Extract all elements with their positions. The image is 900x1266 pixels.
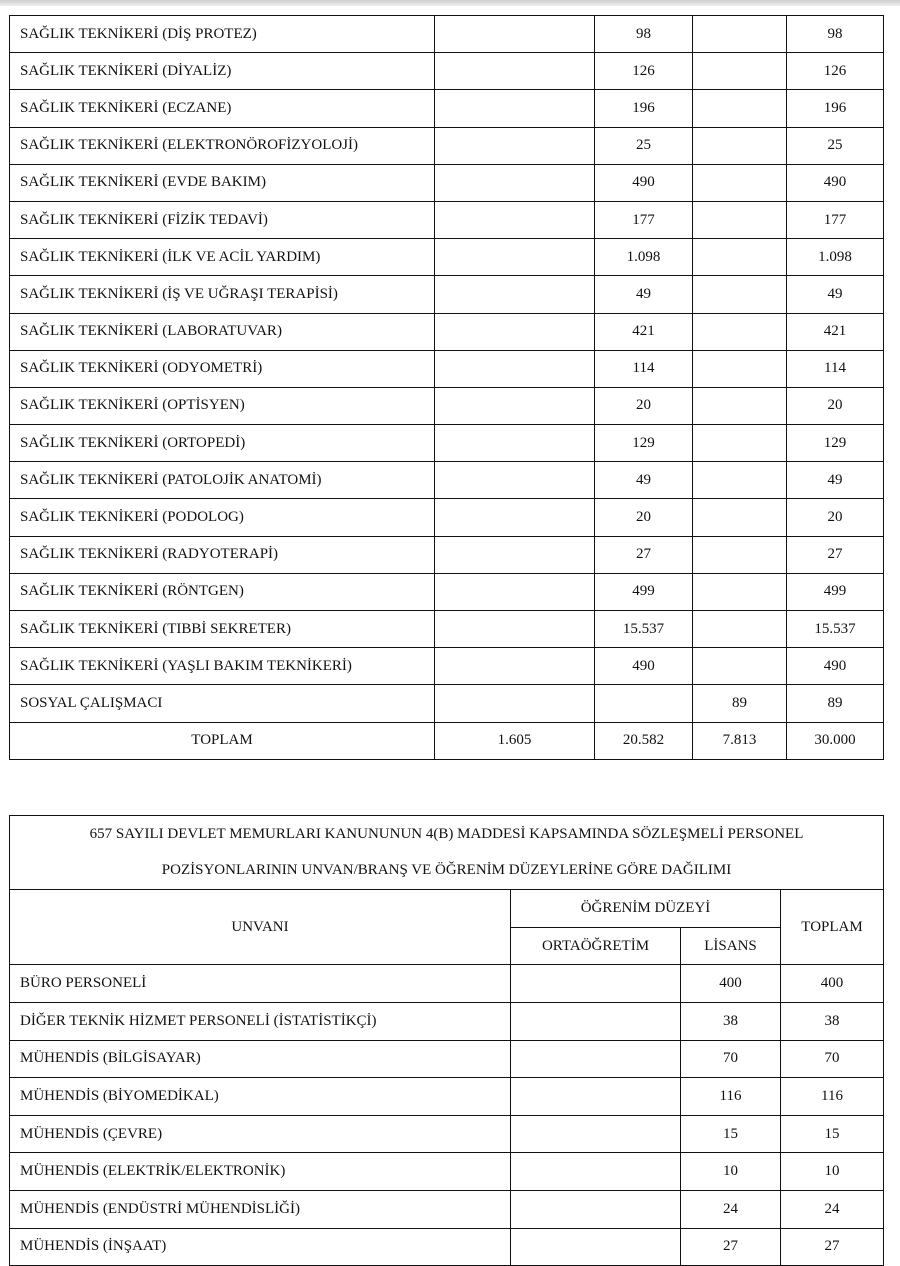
row-value-c2: 114	[595, 350, 693, 387]
row-value-c3	[693, 611, 787, 648]
table-row	[10, 201, 884, 238]
table-row	[10, 648, 884, 685]
header-unvan: UNVANI	[10, 890, 511, 965]
row-value-c4: 98	[787, 16, 884, 53]
row-title: MÜHENDİS (ELEKTRİK/ELEKTRONİK)	[10, 1153, 511, 1191]
row-value-lisans: 400	[681, 965, 781, 1003]
table-row	[10, 1040, 884, 1078]
total-value-c2: 20.582	[595, 722, 693, 759]
row-title: MÜHENDİS (BİLGİSAYAR)	[10, 1040, 511, 1078]
row-title: MÜHENDİS (ÇEVRE)	[10, 1115, 511, 1153]
row-title: SAĞLIK TEKNİKERİ (OPTİSYEN)	[10, 387, 435, 424]
row-value-c4: 89	[787, 685, 884, 722]
row-value-c4: 490	[787, 164, 884, 201]
row-value-c2: 421	[595, 313, 693, 350]
row-value-c4: 15.537	[787, 611, 884, 648]
table-row	[10, 90, 884, 127]
row-value-c4: 25	[787, 127, 884, 164]
row-value-lisans: 27	[681, 1228, 781, 1266]
table-row	[10, 276, 884, 313]
row-value-toplam: 10	[781, 1153, 884, 1191]
table-row	[10, 1078, 884, 1116]
row-value-c1	[435, 90, 595, 127]
table-row	[10, 1228, 884, 1266]
header-toplam: TOPLAM	[781, 890, 884, 965]
row-value-c2: 49	[595, 462, 693, 499]
row-value-c2: 129	[595, 425, 693, 462]
row-value-c3	[693, 573, 787, 610]
header-ortaogretim: ORTAÖĞRETİM	[511, 927, 681, 965]
table-row	[10, 499, 884, 536]
row-title: SAĞLIK TEKNİKERİ (TIBBİ SEKRETER)	[10, 611, 435, 648]
table-row	[10, 573, 884, 610]
row-title: SAĞLIK TEKNİKERİ (DİYALİZ)	[10, 53, 435, 90]
row-value-c4: 421	[787, 313, 884, 350]
table-row	[10, 313, 884, 350]
row-title: SAĞLIK TEKNİKERİ (EVDE BAKIM)	[10, 164, 435, 201]
row-value-c1	[435, 611, 595, 648]
row-title: SAĞLIK TEKNİKERİ (İŞ VE UĞRAŞI TERAPİSİ)	[10, 276, 435, 313]
row-value-ortaogretim	[511, 1190, 681, 1228]
positions-table-continued	[9, 15, 884, 760]
table-row	[10, 1115, 884, 1153]
row-value-lisans: 10	[681, 1153, 781, 1191]
row-value-c2: 196	[595, 90, 693, 127]
row-value-c2: 25	[595, 127, 693, 164]
row-value-c3	[693, 53, 787, 90]
table-row	[10, 1002, 884, 1040]
header-lisans: LİSANS	[681, 927, 781, 965]
row-value-c4: 27	[787, 536, 884, 573]
row-title: SOSYAL ÇALIŞMACI	[10, 685, 435, 722]
row-value-c4: 129	[787, 425, 884, 462]
row-value-lisans: 70	[681, 1040, 781, 1078]
row-value-c2: 49	[595, 276, 693, 313]
row-value-toplam: 70	[781, 1040, 884, 1078]
row-value-c1	[435, 53, 595, 90]
row-value-c3	[693, 239, 787, 276]
row-value-ortaogretim	[511, 1002, 681, 1040]
row-title: SAĞLIK TEKNİKERİ (ELEKTRONÖROFİZYOLOJİ)	[10, 127, 435, 164]
row-title: SAĞLIK TEKNİKERİ (İLK VE ACİL YARDIM)	[10, 239, 435, 276]
row-value-c3	[693, 127, 787, 164]
contract-staff-table	[9, 815, 884, 1266]
row-value-lisans: 15	[681, 1115, 781, 1153]
table-row	[10, 536, 884, 573]
total-row	[10, 722, 884, 759]
row-value-toplam: 38	[781, 1002, 884, 1040]
table-row	[10, 462, 884, 499]
table-row	[10, 611, 884, 648]
row-value-c4: 490	[787, 648, 884, 685]
row-value-c4: 1.098	[787, 239, 884, 276]
row-value-c2	[595, 685, 693, 722]
row-value-toplam: 27	[781, 1228, 884, 1266]
row-value-toplam: 116	[781, 1078, 884, 1116]
positions-table-body	[10, 16, 884, 760]
contract-staff-table-body	[10, 965, 884, 1266]
row-title: MÜHENDİS (ENDÜSTRİ MÜHENDİSLİĞİ)	[10, 1190, 511, 1228]
table-row	[10, 1153, 884, 1191]
row-value-c2: 490	[595, 648, 693, 685]
row-value-c2: 490	[595, 164, 693, 201]
row-value-c1	[435, 239, 595, 276]
table-row	[10, 127, 884, 164]
table-row	[10, 239, 884, 276]
row-value-ortaogretim	[511, 1040, 681, 1078]
row-value-c3	[693, 164, 787, 201]
row-value-c3	[693, 425, 787, 462]
total-value-c3: 7.813	[693, 722, 787, 759]
row-title: DİĞER TEKNİK HİZMET PERSONELİ (İSTATİSTİKÇİ)	[10, 1002, 511, 1040]
row-title: SAĞLIK TEKNİKERİ (FİZİK TEDAVİ)	[10, 201, 435, 238]
table-title-line2: POZİSYONLARININ UNVAN/BRANŞ VE ÖĞRENİM DÜZEYLERİNE GÖRE DAĞILIMI	[10, 853, 884, 890]
row-value-c1	[435, 164, 595, 201]
row-value-toplam: 400	[781, 965, 884, 1003]
row-title: SAĞLIK TEKNİKERİ (RADYOTERAPİ)	[10, 536, 435, 573]
row-value-c3	[693, 90, 787, 127]
row-value-lisans: 38	[681, 1002, 781, 1040]
row-value-c2: 15.537	[595, 611, 693, 648]
row-value-c3	[693, 536, 787, 573]
row-title: MÜHENDİS (BİYOMEDİKAL)	[10, 1078, 511, 1116]
row-title: SAĞLIK TEKNİKERİ (RÖNTGEN)	[10, 573, 435, 610]
row-value-c3	[693, 16, 787, 53]
table-row	[10, 425, 884, 462]
row-value-c1	[435, 648, 595, 685]
row-value-toplam: 24	[781, 1190, 884, 1228]
row-value-c3	[693, 648, 787, 685]
row-value-c3	[693, 462, 787, 499]
row-value-c1	[435, 685, 595, 722]
table-row	[10, 53, 884, 90]
row-value-c3	[693, 499, 787, 536]
row-value-lisans: 24	[681, 1190, 781, 1228]
row-value-lisans: 116	[681, 1078, 781, 1116]
table-row	[10, 164, 884, 201]
row-value-c3	[693, 387, 787, 424]
row-value-c1	[435, 313, 595, 350]
row-value-c2: 177	[595, 201, 693, 238]
total-label: TOPLAM	[10, 722, 435, 759]
row-value-c1	[435, 350, 595, 387]
row-value-c2: 1.098	[595, 239, 693, 276]
row-value-c4: 20	[787, 499, 884, 536]
table-row	[10, 1190, 884, 1228]
row-value-c2: 98	[595, 16, 693, 53]
row-value-c3	[693, 201, 787, 238]
row-title: SAĞLIK TEKNİKERİ (ODYOMETRİ)	[10, 350, 435, 387]
row-value-c1	[435, 573, 595, 610]
row-value-c3	[693, 350, 787, 387]
row-title: SAĞLIK TEKNİKERİ (PATOLOJİK ANATOMİ)	[10, 462, 435, 499]
row-value-c2: 499	[595, 573, 693, 610]
row-value-c4: 49	[787, 462, 884, 499]
row-value-ortaogretim	[511, 1228, 681, 1266]
row-value-c1	[435, 276, 595, 313]
row-value-c2: 126	[595, 53, 693, 90]
table-row	[10, 387, 884, 424]
row-value-c2: 20	[595, 499, 693, 536]
row-value-c4: 126	[787, 53, 884, 90]
row-title: SAĞLIK TEKNİKERİ (ORTOPEDİ)	[10, 425, 435, 462]
row-title: MÜHENDİS (İNŞAAT)	[10, 1228, 511, 1266]
row-value-c4: 49	[787, 276, 884, 313]
row-value-c4: 196	[787, 90, 884, 127]
row-value-ortaogretim	[511, 1078, 681, 1116]
row-value-ortaogretim	[511, 965, 681, 1003]
row-value-c1	[435, 127, 595, 164]
total-value-c1: 1.605	[435, 722, 595, 759]
row-value-c1	[435, 536, 595, 573]
row-value-c1	[435, 499, 595, 536]
table-row	[10, 16, 884, 53]
table-title-line1: 657 SAYILI DEVLET MEMURLARI KANUNUNUN 4(B) MADDESİ KAPSAMINDA SÖZLEŞMELİ PERSONEL	[10, 816, 884, 853]
row-value-c3	[693, 313, 787, 350]
row-value-c1	[435, 462, 595, 499]
table-row	[10, 965, 884, 1003]
row-value-ortaogretim	[511, 1153, 681, 1191]
row-value-ortaogretim	[511, 1115, 681, 1153]
row-value-c1	[435, 16, 595, 53]
row-value-c1	[435, 425, 595, 462]
total-value-c4: 30.000	[787, 722, 884, 759]
row-value-c4: 20	[787, 387, 884, 424]
top-scroll-edge	[0, 0, 900, 6]
header-ogrenim-duzeyi: ÖĞRENİM DÜZEYİ	[511, 890, 781, 928]
row-value-c2: 27	[595, 536, 693, 573]
contract-staff-table-head	[10, 816, 884, 965]
row-value-c2: 20	[595, 387, 693, 424]
row-value-c4: 177	[787, 201, 884, 238]
row-title: SAĞLIK TEKNİKERİ (ECZANE)	[10, 90, 435, 127]
row-value-c1	[435, 201, 595, 238]
row-title: SAĞLIK TEKNİKERİ (DİŞ PROTEZ)	[10, 16, 435, 53]
row-value-c1	[435, 387, 595, 424]
row-value-c3: 89	[693, 685, 787, 722]
table-row	[10, 685, 884, 722]
row-value-toplam: 15	[781, 1115, 884, 1153]
table-row	[10, 350, 884, 387]
row-value-c3	[693, 276, 787, 313]
row-title: SAĞLIK TEKNİKERİ (LABORATUVAR)	[10, 313, 435, 350]
row-value-c4: 499	[787, 573, 884, 610]
row-title: SAĞLIK TEKNİKERİ (YAŞLI BAKIM TEKNİKERİ)	[10, 648, 435, 685]
row-title: SAĞLIK TEKNİKERİ (PODOLOG)	[10, 499, 435, 536]
row-value-c4: 114	[787, 350, 884, 387]
row-title: BÜRO PERSONELİ	[10, 965, 511, 1003]
